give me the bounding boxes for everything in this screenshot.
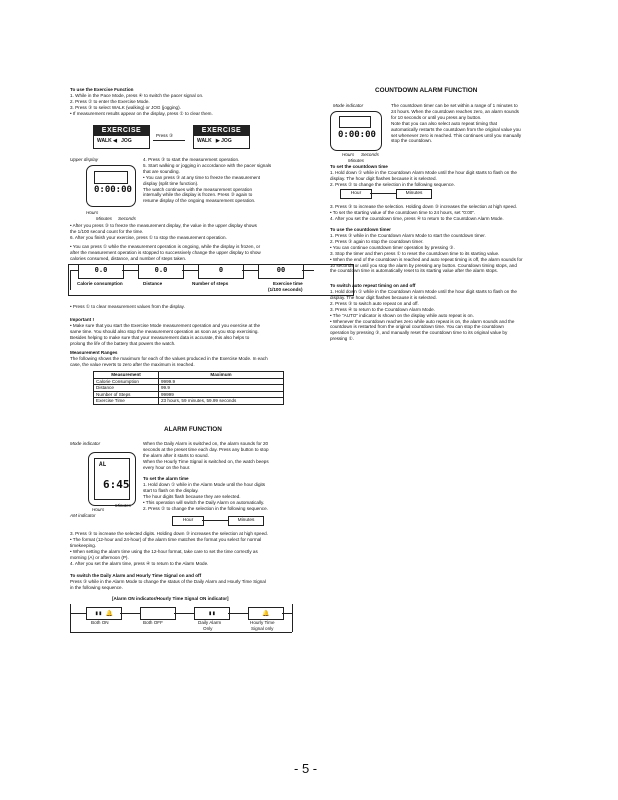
alarm-watch-illustration: AL 6:45 [88, 452, 136, 506]
seq-hour-box: Hour [172, 516, 204, 526]
cycle-text: • You can press ① while the measurement operation is ongoing, while the display is frozen, or after the measurement operation is stopped to successively change the upper display to show calories consumed, distance, and number of steps taken. [70, 244, 261, 261]
table-row: Exercise Time 23 hours, 59 minutes, 59.99 seconds [94, 398, 284, 405]
switch-text: Press ③ while in the Alarm Mode to change the status of the Daily Alarm and Hourly Time Signal in the following sequence. [70, 579, 266, 590]
watch-digits: 0:00:00 [94, 185, 132, 195]
alarm-intro: When the Daily Alarm is switched on, the alarm sounds for 20 seconds at the preset time each day. Press any button to stop the alarm after it starts to sound. When the Hourly Time Signal is switched on, the watch beeps every hour on the hour. [143, 441, 269, 470]
cycle-frame [68, 264, 354, 296]
use-countdown-title: To use the countdown timer [330, 227, 391, 232]
set-countdown-steps: 1. Hold down ① while in the Countdown Alarm Mode until the hour digit starts to flash on the display. The hour digit flashes because it is selected. 2. Press ② to change the selection in the following sequence. [330, 170, 517, 187]
distance-display: 0.0 [138, 264, 184, 279]
measurement-ranges-table [93, 371, 284, 405]
exercise-watch-illustration [86, 165, 136, 207]
auto-repeat-title: To switch auto repeat timing on and off [330, 283, 416, 288]
seconds-label: Seconds [118, 216, 136, 221]
hours-label: Hours [86, 210, 99, 215]
countdown-hours-label: Hours [342, 152, 355, 157]
table-row: Distance 99.9 [94, 385, 284, 392]
steps-after: • After you press ③ to freeze the measurement display, the value in the upper display shows the 1/100 second count for the time. 6. After you finish your exercise, press ① to stop the measurement operation. [70, 223, 257, 240]
hourly-signal-only-display: 🔔 [248, 607, 284, 620]
ranges-text: The following shows the maximum for each of the values produced in the Exercise Mode. In each case, the value reverts to zero after the maximum is reached. [70, 356, 268, 367]
exercise-display-jog: EXERCISE WALK ▶ JOG [193, 125, 250, 149]
exercise-time-label: Exercise time [273, 281, 303, 286]
both-off-display [140, 607, 176, 620]
countdown-minutes-label: Minutes [348, 158, 365, 163]
steps-label: Number of steps [192, 281, 229, 286]
seq-minutes-box: Minutes [228, 516, 264, 526]
exercise-title: To use the Exercise Function [70, 87, 134, 92]
daily-alarm-label: Daily Alarm [198, 620, 222, 625]
switch-title: To switch the Daily Alarm and Hourly Time Signal on and off [70, 573, 202, 578]
calorie-label: Calorie consumption [77, 281, 123, 286]
clear-text: • Press ① to clear measurement values from the display. [70, 304, 185, 309]
table-row: Number of Steps 99999 [94, 391, 284, 398]
alarm-steps-3-4: 3. Press ③ to increase the selected digits. Holding down ③ increases the selection at high speed. • The format (12-hour and 24-hour) of the alarm time matches the format you select for normal timekeeping. • When setting the alarm time using the 12-hour format, take care to set the time correctly as morning (A) or afternoon (P). 4. After you set the alarm time, press ④ to return to the Alarm Mode. [70, 531, 268, 566]
am-indicator-label: AM indicator [70, 513, 96, 518]
table-header-row: Measurement Maximum [94, 372, 284, 379]
exercise-display-walk: EXERCISE WALK ◀ JOG [93, 125, 150, 149]
table-row: Calorie Consumption 9999.9 [94, 378, 284, 385]
upper-display-label: Upper display [70, 157, 99, 162]
countdown-seq-hour-box: Hour [340, 189, 372, 199]
alarm-mode-indicator-label: Mode indicator [70, 441, 101, 446]
set-alarm-title: To set the alarm time [143, 476, 189, 481]
hourly-time-label: Hourly Time [250, 620, 275, 625]
daily-alarm-only-label: Only [203, 626, 213, 631]
countdown-intro: The countdown timer can be set within a range of 1 minutes to 24 hours. When the countdown reaches zero, an alarm sounds for 10 seconds or until you press any button. Note that you can also select auto repeat timing that automatically restarts the countdown from the original value you set whenever zero is reached. This continues until you manually stop the countdown. [391, 103, 522, 144]
ranges-title: Measurement Ranges [70, 350, 118, 355]
press-label: Press ③ [156, 133, 174, 138]
hundredths-label: (1/100 seconds) [268, 287, 303, 292]
auto-repeat-steps: 1. Hold down ① while in the Countdown Alarm Mode until the hour digit starts to flash on the display. The hour digit flashes because it is selected. 2. Press ③ to switch auto repeat on and off. 3. Press ④ to return to the Countdown Alarm Mode. • The "AUTO" indicator is shown on the display while auto repeat is on. • Whenever the countdown reaches zero while auto repeat is on, the alarm sounds and the countdown is restarted from the original countdown time. You can stop the countdown operation by pressing ③, and manually reset the countdown time to its original value by pressing ①. [330, 289, 517, 342]
use-countdown-steps: 1. Press ③ while in the Countdown Alarm Mode to start the countdown timer. 2. Press ③ again to stop the countdown timer. • You can continue countdown timer operation by pressing ③. 3. Stop the timer and then press ① to reset the countdown time to its starting value. • When the end of the countdown is reached and auto repeat timing is off, the alarm sounds for 10 seconds or until you stop the alarm by pressing any button. Countdown timing stops, and the countdown time is automatically reset to its starting value after the alarm stops. [330, 233, 523, 274]
exercise-steps: 1. While in the Pace Mode, press ④ to switch the pacer signal on. 2. Press ② to enter the Exercise Mode. 3. Press ③ to select WALK (walking) or JOG (jogging). • If measurement results appear on the display, press ① to clear them. [70, 93, 213, 116]
countdown-seconds-label: Seconds [361, 152, 379, 157]
countdown-mode-indicator-label: Mode indicator [333, 103, 364, 108]
important-title: Important ! [70, 317, 94, 322]
steps-4-5: 4. Press ③ to start the measurement operation. 5. Start walking or jogging in accordance with the pacer signals that are sounding. • You can press ③ at any time to freeze the measurement display (split time function). The watch continues with the measurement operation internally while the display is frozen. Press ③ again to resume display of the ongoing measurement operation. [143, 157, 272, 204]
both-on-label: Both ON [91, 620, 109, 625]
countdown-seq-minutes-box: Minutes [396, 189, 432, 199]
set-countdown-steps-3-4: 3. Press ③ to increase the selection. Holding down ③ increases the selection at high speed. • To set the starting value of the countdown time to 24 hours, set "0:00". 4. After you set the countdown time, press ④ to return to the Countdown Alarm Mode. [330, 204, 517, 221]
distance-label: Distance [143, 281, 163, 286]
indicator-caption: [Alarm ON indicator/Hourly Time Signal ON indicator] [112, 596, 229, 601]
alarm-heading: ALARM FUNCTION [164, 426, 222, 433]
daily-alarm-only-display: ▮▮ [194, 607, 230, 620]
signal-only-label: Signal only [251, 626, 274, 631]
set-countdown-title: To set the countdown time [330, 164, 388, 169]
alarm-hours-label: Hours [92, 507, 105, 512]
calorie-display: 0.0 [78, 264, 124, 279]
alarm-minutes-label: Minutes [115, 503, 132, 508]
countdown-watch-illustration: 0:00:00 [330, 111, 382, 151]
exercise-time-display: 00 [258, 264, 304, 279]
important-text: • Make sure that you start the Exercise Mode measurement operation and you exercise at the same time. You should also stop the measurement operation as soon as you stop exercising. Besides helping to make sure that your measurement data is accurate, this also helps to prolong the life of the battery that powers the watch. [70, 323, 261, 346]
countdown-heading: COUNTDOWN ALARM FUNCTION [375, 87, 478, 94]
steps-display: 0 [198, 264, 244, 279]
set-alarm-steps: 1. Hold down ① while in the Alarm Mode until the hour digits start to flash on the display. The hour digits flash because they are selected. • This operation will switch the Daily Alarm on automatically. 2. Press ② to change the selection in the following sequence. [143, 482, 268, 511]
page-number: - 5 - [294, 761, 318, 776]
both-off-label: Both OFF [143, 620, 163, 625]
minutes-label: Minutes [96, 216, 113, 221]
both-on-display: ▮▮ 🔔 [86, 607, 122, 620]
